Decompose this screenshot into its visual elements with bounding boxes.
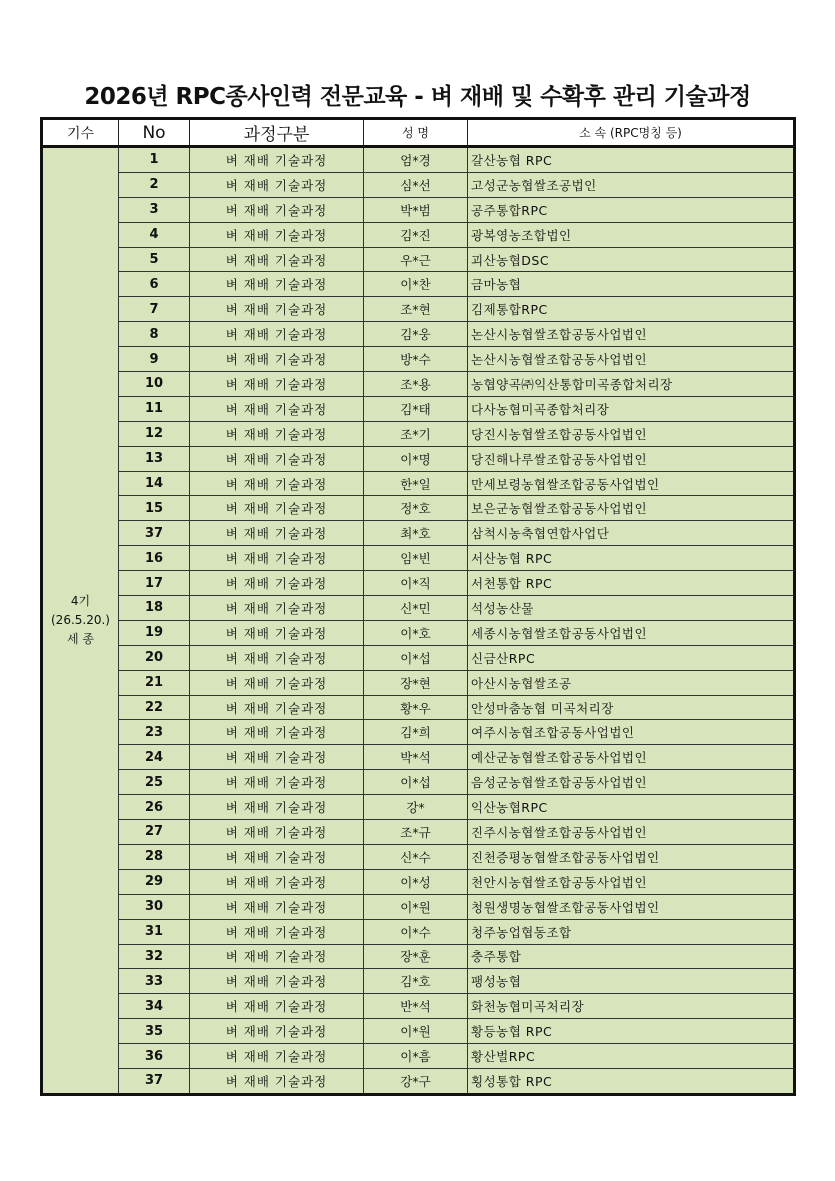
name-cell: 이*찬 [364, 272, 468, 297]
affiliation-cell: 황등농협 RPC [468, 1019, 795, 1044]
table-row [42, 372, 795, 397]
affiliation-cell: 익산농협RPC [468, 795, 795, 820]
course-cell: 벼 재배 기술과정 [190, 571, 364, 596]
name-cell: 이*직 [364, 571, 468, 596]
name-cell: 박*석 [364, 745, 468, 770]
name-cell: 이*명 [364, 446, 468, 471]
table-row [42, 745, 795, 770]
table-row [42, 147, 795, 173]
row-number: 35 [119, 1019, 190, 1044]
table-row [42, 645, 795, 670]
row-number: 31 [119, 919, 190, 944]
row-number: 5 [119, 247, 190, 272]
name-cell: 이*섭 [364, 645, 468, 670]
name-cell: 강* [364, 795, 468, 820]
name-cell: 방*수 [364, 347, 468, 372]
table-row [42, 571, 795, 596]
name-cell: 이*수 [364, 919, 468, 944]
session-line3: 세 종 [67, 631, 94, 646]
affiliation-cell: 예산군농협쌀조합공동사업법인 [468, 745, 795, 770]
affiliation-cell: 신금산RPC [468, 645, 795, 670]
row-number: 24 [119, 745, 190, 770]
name-cell: 우*근 [364, 247, 468, 272]
row-number: 3 [119, 197, 190, 222]
course-cell: 벼 재배 기술과정 [190, 695, 364, 720]
name-cell: 심*선 [364, 172, 468, 197]
name-cell: 조*현 [364, 297, 468, 322]
course-cell: 벼 재배 기술과정 [190, 820, 364, 845]
name-cell: 이*호 [364, 620, 468, 645]
affiliation-cell: 청원생명농협쌀조합공동사업법인 [468, 894, 795, 919]
affiliation-cell: 보은군농협쌀조합공동사업법인 [468, 496, 795, 521]
affiliation-cell: 만세보령농협쌀조합공동사업법인 [468, 471, 795, 496]
table-row [42, 844, 795, 869]
name-cell: 박*범 [364, 197, 468, 222]
course-cell: 벼 재배 기술과정 [190, 944, 364, 969]
name-cell: 조*규 [364, 820, 468, 845]
table-row [42, 1068, 795, 1094]
course-cell: 벼 재배 기술과정 [190, 919, 364, 944]
course-cell: 벼 재배 기술과정 [190, 620, 364, 645]
course-cell: 벼 재배 기술과정 [190, 745, 364, 770]
row-number: 17 [119, 571, 190, 596]
row-number: 16 [119, 546, 190, 571]
row-number: 26 [119, 795, 190, 820]
affiliation-cell: 공주통합RPC [468, 197, 795, 222]
course-cell: 벼 재배 기술과정 [190, 247, 364, 272]
affiliation-cell: 괴산농협DSC [468, 247, 795, 272]
affiliation-cell: 진주시농협쌀조합공동사업법인 [468, 820, 795, 845]
name-cell: 최*호 [364, 521, 468, 546]
course-cell: 벼 재배 기술과정 [190, 894, 364, 919]
affiliation-cell: 안성마춤농협 미곡처리장 [468, 695, 795, 720]
table-row [42, 1044, 795, 1069]
affiliation-cell: 삼척시농축협연합사업단 [468, 521, 795, 546]
row-number: 22 [119, 695, 190, 720]
table-header-row [42, 119, 795, 147]
affiliation-cell: 김제통합RPC [468, 297, 795, 322]
course-cell: 벼 재배 기술과정 [190, 372, 364, 397]
affiliation-cell: 석성농산물 [468, 596, 795, 621]
table-row [42, 297, 795, 322]
header-no: No [119, 119, 190, 147]
name-cell: 정*호 [364, 496, 468, 521]
affiliation-cell: 금마농협 [468, 272, 795, 297]
name-cell: 조*용 [364, 372, 468, 397]
row-number: 23 [119, 720, 190, 745]
table-row [42, 919, 795, 944]
row-number: 21 [119, 670, 190, 695]
course-cell: 벼 재배 기술과정 [190, 670, 364, 695]
row-number: 15 [119, 496, 190, 521]
affiliation-cell: 서천통합 RPC [468, 571, 795, 596]
table-row [42, 795, 795, 820]
name-cell: 엄*경 [364, 147, 468, 173]
name-cell: 황*우 [364, 695, 468, 720]
page-title: 2026년 RPC종사인력 전문교육 - 벼 재배 및 수확후 관리 기술과정 [84, 84, 751, 110]
table-row [42, 620, 795, 645]
session-line1: 4기 [70, 593, 91, 608]
course-cell: 벼 재배 기술과정 [190, 197, 364, 222]
name-cell: 이*원 [364, 894, 468, 919]
table-row [42, 670, 795, 695]
course-cell: 벼 재배 기술과정 [190, 272, 364, 297]
affiliation-cell: 진천증평농협쌀조합공동사업법인 [468, 844, 795, 869]
table-row [42, 396, 795, 421]
table-row [42, 347, 795, 372]
name-cell: 반*석 [364, 994, 468, 1019]
row-number: 9 [119, 347, 190, 372]
name-cell: 김*희 [364, 720, 468, 745]
course-cell: 벼 재배 기술과정 [190, 795, 364, 820]
course-cell: 벼 재배 기술과정 [190, 471, 364, 496]
course-cell: 벼 재배 기술과정 [190, 869, 364, 894]
course-cell: 벼 재배 기술과정 [190, 645, 364, 670]
name-cell: 한*일 [364, 471, 468, 496]
affiliation-cell: 충주통합 [468, 944, 795, 969]
row-number: 6 [119, 272, 190, 297]
course-cell: 벼 재배 기술과정 [190, 546, 364, 571]
row-number: 29 [119, 869, 190, 894]
name-cell: 신*민 [364, 596, 468, 621]
table-row [42, 521, 795, 546]
name-cell: 김*태 [364, 396, 468, 421]
course-cell: 벼 재배 기술과정 [190, 969, 364, 994]
affiliation-cell: 농협양곡㈜익산통합미곡종합처리장 [468, 372, 795, 397]
affiliation-cell: 세종시농협쌀조합공동사업법인 [468, 620, 795, 645]
table-row [42, 720, 795, 745]
table-row [42, 247, 795, 272]
name-cell: 김*진 [364, 222, 468, 247]
name-cell: 이*성 [364, 869, 468, 894]
affiliation-cell: 청주농업협동조합 [468, 919, 795, 944]
table-row [42, 1019, 795, 1044]
table-row [42, 222, 795, 247]
affiliation-cell: 팽성농협 [468, 969, 795, 994]
affiliation-cell: 천안시농협쌀조합공동사업법인 [468, 869, 795, 894]
participants-table [40, 117, 796, 1096]
name-cell: 이*원 [364, 1019, 468, 1044]
row-number: 25 [119, 770, 190, 795]
table-row [42, 969, 795, 994]
row-number: 4 [119, 222, 190, 247]
row-number: 33 [119, 969, 190, 994]
name-cell: 신*수 [364, 844, 468, 869]
session-line2: (26.5.20.) [51, 612, 110, 627]
affiliation-cell: 화천농협미곡처리장 [468, 994, 795, 1019]
table-row [42, 496, 795, 521]
table-row [42, 421, 795, 446]
course-cell: 벼 재배 기술과정 [190, 1019, 364, 1044]
affiliation-cell: 논산시농협쌀조합공동사업법인 [468, 322, 795, 347]
affiliation-cell: 다사농협미곡종합처리장 [468, 396, 795, 421]
name-cell: 이*섭 [364, 770, 468, 795]
affiliation-cell: 황산벌RPC [468, 1044, 795, 1069]
name-cell: 김*호 [364, 969, 468, 994]
affiliation-cell: 아산시농협쌀조공 [468, 670, 795, 695]
course-cell: 벼 재배 기술과정 [190, 770, 364, 795]
course-cell: 벼 재배 기술과정 [190, 347, 364, 372]
row-number: 37 [119, 1068, 190, 1094]
table-row [42, 446, 795, 471]
row-number: 8 [119, 322, 190, 347]
row-number: 1 [119, 147, 190, 173]
course-cell: 벼 재배 기술과정 [190, 297, 364, 322]
affiliation-cell: 당진해나루쌀조합공동사업법인 [468, 446, 795, 471]
course-cell: 벼 재배 기술과정 [190, 446, 364, 471]
row-number: 7 [119, 297, 190, 322]
row-number: 10 [119, 372, 190, 397]
affiliation-cell: 횡성통합 RPC [468, 1068, 795, 1094]
table-row [42, 770, 795, 795]
affiliation-cell: 여주시농협조합공동사업법인 [468, 720, 795, 745]
row-number: 20 [119, 645, 190, 670]
row-number: 32 [119, 944, 190, 969]
name-cell: 조*기 [364, 421, 468, 446]
course-cell: 벼 재배 기술과정 [190, 521, 364, 546]
name-cell: 김*웅 [364, 322, 468, 347]
row-number: 12 [119, 421, 190, 446]
table-row [42, 596, 795, 621]
affiliation-cell: 고성군농협쌀조공법인 [468, 172, 795, 197]
table-row [42, 820, 795, 845]
table-row [42, 471, 795, 496]
affiliation-cell: 음성군농협쌀조합공동사업법인 [468, 770, 795, 795]
affiliation-cell: 갈산농협 RPC [468, 147, 795, 173]
row-number: 19 [119, 620, 190, 645]
session-cell [42, 147, 119, 1095]
course-cell: 벼 재배 기술과정 [190, 322, 364, 347]
table-body [42, 147, 795, 1095]
course-cell: 벼 재배 기술과정 [190, 172, 364, 197]
table-row [42, 944, 795, 969]
course-cell: 벼 재배 기술과정 [190, 1068, 364, 1094]
row-number: 37 [119, 521, 190, 546]
table-row [42, 894, 795, 919]
name-cell: 강*구 [364, 1068, 468, 1094]
row-number: 36 [119, 1044, 190, 1069]
affiliation-cell: 광복영농조합법인 [468, 222, 795, 247]
course-cell: 벼 재배 기술과정 [190, 147, 364, 173]
row-number: 28 [119, 844, 190, 869]
row-number: 14 [119, 471, 190, 496]
table-row [42, 197, 795, 222]
name-cell: 이*흠 [364, 1044, 468, 1069]
table-row [42, 546, 795, 571]
row-number: 11 [119, 396, 190, 421]
row-number: 34 [119, 994, 190, 1019]
table-row [42, 172, 795, 197]
row-number: 13 [119, 446, 190, 471]
course-cell: 벼 재배 기술과정 [190, 844, 364, 869]
header-affiliation: 소 속 (RPC명칭 등) [468, 119, 795, 147]
row-number: 2 [119, 172, 190, 197]
affiliation-cell: 서산농협 RPC [468, 546, 795, 571]
affiliation-cell: 당진시농협쌀조합공동사업법인 [468, 421, 795, 446]
course-cell: 벼 재배 기술과정 [190, 421, 364, 446]
table-row [42, 994, 795, 1019]
table-row [42, 869, 795, 894]
course-cell: 벼 재배 기술과정 [190, 1044, 364, 1069]
name-cell: 장*현 [364, 670, 468, 695]
course-cell: 벼 재배 기술과정 [190, 596, 364, 621]
course-cell: 벼 재배 기술과정 [190, 396, 364, 421]
course-cell: 벼 재배 기술과정 [190, 496, 364, 521]
table-row [42, 695, 795, 720]
header-name: 성 명 [364, 119, 468, 147]
row-number: 30 [119, 894, 190, 919]
row-number: 18 [119, 596, 190, 621]
name-cell: 장*훈 [364, 944, 468, 969]
header-session: 기수 [42, 119, 119, 147]
row-number: 27 [119, 820, 190, 845]
course-cell: 벼 재배 기술과정 [190, 222, 364, 247]
table-row [42, 322, 795, 347]
name-cell: 임*빈 [364, 546, 468, 571]
course-cell: 벼 재배 기술과정 [190, 994, 364, 1019]
course-cell: 벼 재배 기술과정 [190, 720, 364, 745]
header-course: 과정구분 [190, 119, 364, 147]
table-row [42, 272, 795, 297]
affiliation-cell: 논산시농협쌀조합공동사업법인 [468, 347, 795, 372]
